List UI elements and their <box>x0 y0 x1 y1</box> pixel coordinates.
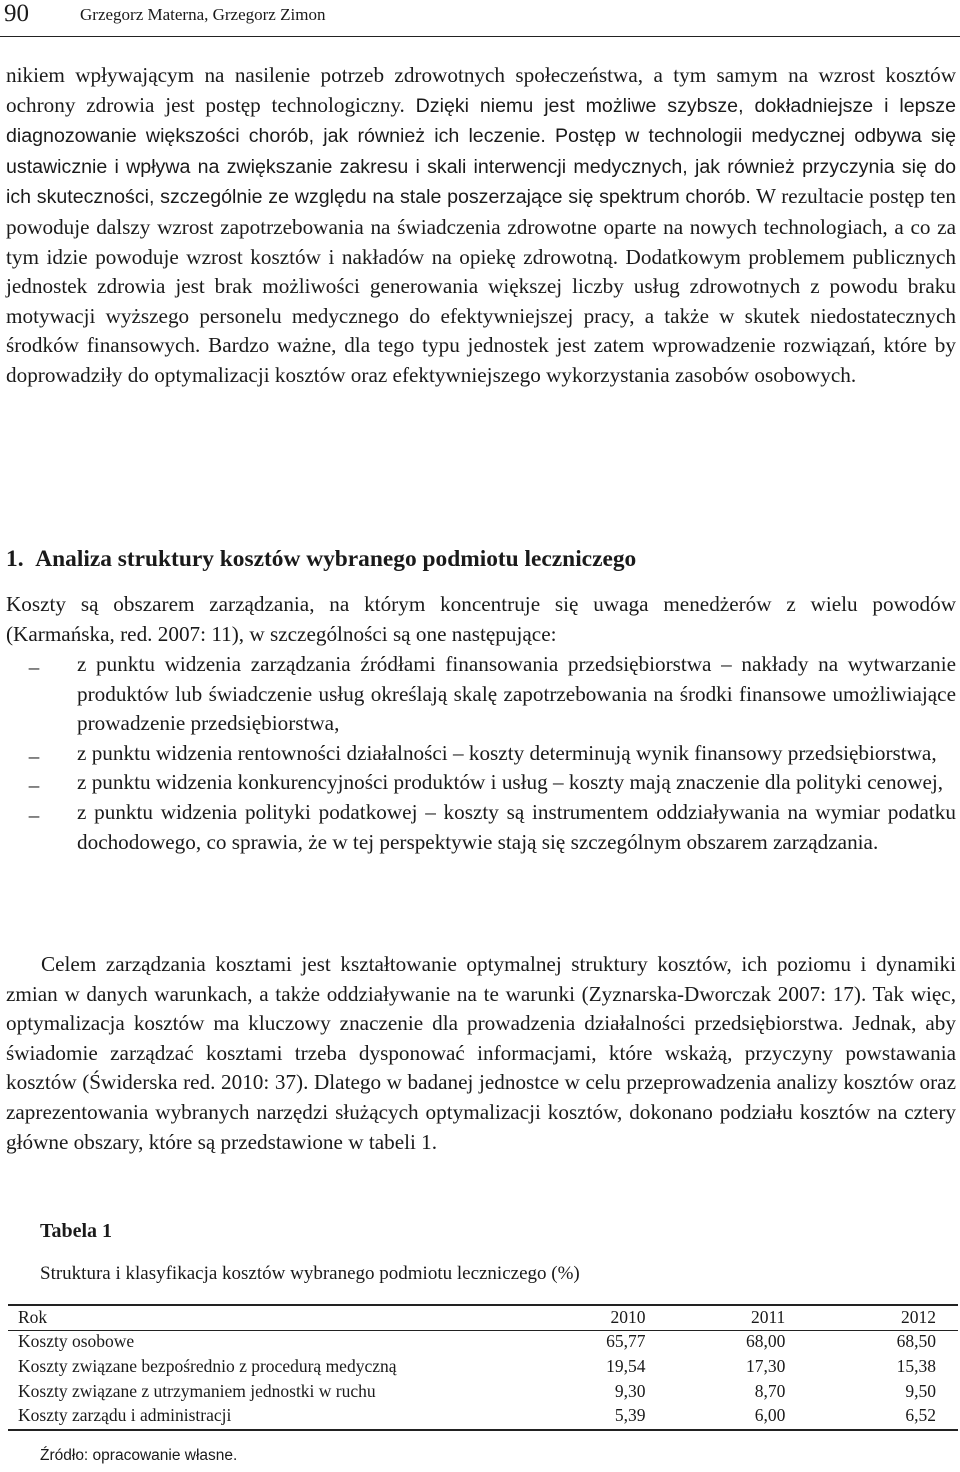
row-label: Koszty związane bezpośrednio z procedurą medyczną <box>18 1355 397 1376</box>
header-cell-2010: 2010 <box>610 1306 646 1327</box>
header-cell-year: Rok <box>18 1306 48 1327</box>
table-row <box>8 1354 958 1379</box>
paragraph-1-part-3: W rezultacie postęp ten powoduje dalszy wzrost zapotrzebowania na świadczenia zdrowotne oparte na nowych technologiach, a co za tym idzie powoduje wzrost kosztów i nakładów na opiekę zdrowotną. Dodatkowym problemem publicznych jednostek zdrowia jest brak możliwości generowania większej liczby usług zdrowotnych z powodu braku motywacji wyższego personelu medycznego do efektywniejszej pracy, a także w skutek niedostatecznych środków finansowych. Bardzo ważne, dla tego typu jednostek jest zatem wprowadzenie rozwiązań, które by doprowadziły do optymalizacji kosztów oraz efektywniejszego wykorzystania zasobów osobowych. <box>6 184 956 387</box>
header-cell-2011: 2011 <box>750 1306 786 1327</box>
list-item-text: z punktu widzenia konkurencyjności produktów i usług – koszty mają znaczenie dla polityki cenowej, <box>77 770 944 795</box>
dash-bullet: – <box>28 802 40 827</box>
row-label: Koszty osobowe <box>18 1331 135 1352</box>
running-header <box>0 0 960 37</box>
running-header-authors: Grzegorz Materna, Grzegorz Zimon <box>80 5 326 24</box>
body-paragraph-2: Koszty są obszarem zarządzania, na którym koncentruje się uwaga menedżerów z wielu powodów (Karmańska, red. 2007: 11), w szczególności są one następujące: <box>6 592 956 646</box>
dash-bullet: – <box>28 743 40 768</box>
table-label: Tabela 1 <box>40 1220 113 1242</box>
list-item <box>6 650 956 739</box>
header-cell-2012: 2012 <box>901 1306 936 1327</box>
list-item <box>6 768 956 798</box>
cell-2011: 68,00 <box>745 1331 786 1352</box>
dash-bullet: – <box>28 655 40 679</box>
table-row <box>8 1379 958 1404</box>
list-item-text: z punktu widzenia rentowności działalności – koszty determinują wynik finansowy przedsiębiorstwa, <box>77 740 937 765</box>
body-paragraph-1 <box>6 61 956 391</box>
cell-2012: 6,52 <box>905 1405 936 1426</box>
paragraph-1-part-2: Dzięki niemu jest możliwe szybsze, dokładniejsze i lepsze diagnozowanie większości chorób, jak również ich leczenie. Postęp w technologii medycznej odbywa się ustawicznie i wpływa na zwiększanie zakresu i skali interwencji medycznych, jak również przyczynia się do ich skuteczności, szczególnie ze względu na stale poszerzające się spektrum chorób. <box>6 94 956 209</box>
page-number: 90 <box>4 0 29 27</box>
cell-2012: 9,50 <box>905 1380 936 1401</box>
table-row <box>8 1330 958 1355</box>
cost-structure-table <box>8 1305 958 1428</box>
cell-2010: 9,30 <box>614 1380 646 1401</box>
section-number: 1. <box>6 546 24 572</box>
bullet-list <box>6 650 956 857</box>
cell-2011: 17,30 <box>745 1355 786 1376</box>
table-row <box>8 1403 958 1428</box>
list-item-text: z punktu widzenia zarządzania źródłami finansowania przedsiębiorstwa – nakłady na wytwarzanie produktów lub świadczenie usług określają skalę zapotrzebowania na środki finansowe umożliwiające prowadzenie przedsiębiorstwa, <box>77 652 956 736</box>
list-item <box>6 798 956 857</box>
body-paragraph-3: Celem zarządzania kosztami jest kształtowanie optymalnej struktury kosztów, ich poziomu i dynamiki zmian w danych warunkach, a także oddziaływanie na te warunki (Zyznarska-Dworczak 2007: 17). Tak więc, optymalizacja kosztów ma kluczowy znaczenie dla prowadzenia działalności przedsiębiorstwa. Jednak, aby świadomie zarządzać kosztami trzeba dysponować informacjami, które wskażą, przyczyny powstawania kosztów (Świderska red. 2010: 37). Dlatego w badanej jednostce w celu przeprowadzenia analizy kosztów oraz zaprezentowania wybranych narzędzi służących optymalizacji kosztów, dokonano podziału kosztów na cztery główne obszary, które są przedstawione w tabeli 1. <box>6 952 956 1154</box>
row-label: Koszty związane z utrzymaniem jednostki w ruchu <box>18 1380 376 1401</box>
table-header-rule <box>8 1330 958 1331</box>
cell-2010: 5,39 <box>614 1405 646 1426</box>
table-caption: Struktura i klasyfikacja kosztów wybranego podmiotu leczniczego (%) <box>40 1263 580 1284</box>
cell-2012: 15,38 <box>896 1355 936 1376</box>
cell-2010: 65,77 <box>606 1331 646 1352</box>
cell-2011: 8,70 <box>754 1380 786 1401</box>
dash-bullet: – <box>28 773 40 798</box>
cell-2011: 6,00 <box>754 1405 786 1426</box>
section-title: Analiza struktury kosztów wybranego podmiotu leczniczego <box>35 546 637 572</box>
row-label: Koszty zarządu i administracji <box>18 1405 232 1426</box>
paragraph-1-part-1: nikiem wpływającym na nasilenie potrzeb zdrowotnych społeczeństwa, a tym samym na wzrost kosztów ochrony zdrowia jest postęp technologiczny. <box>6 63 956 117</box>
section-heading <box>6 546 636 573</box>
table-header-row <box>8 1305 958 1330</box>
table-bottom-rule <box>8 1429 958 1431</box>
list-item <box>6 739 956 769</box>
cell-2012: 68,50 <box>896 1331 936 1352</box>
list-item-text: z punktu widzenia polityki podatkowej – koszty są instrumentem oddziaływania na wymiar podatku dochodowego, co sprawia, że w tej perspektywie stają się szczególnym obszarem zarządzania. <box>77 799 956 854</box>
cell-2010: 19,54 <box>606 1355 646 1376</box>
table-source-note: Źródło: opracowanie własne. <box>40 1447 238 1464</box>
